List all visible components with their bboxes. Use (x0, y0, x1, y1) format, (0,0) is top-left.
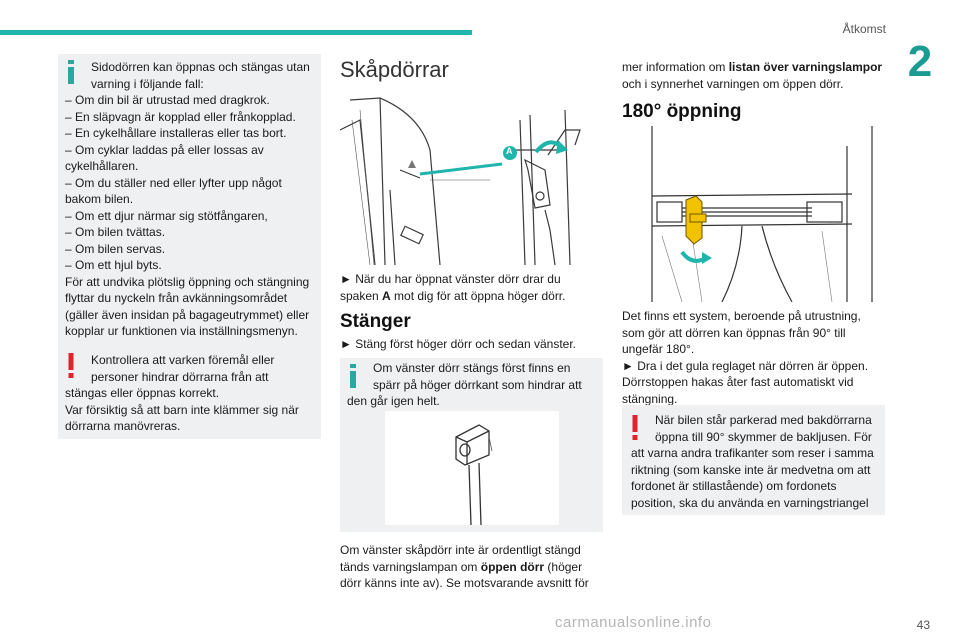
warning-line: position, ska du använda en varningstriangel (631, 495, 869, 510)
step-line: ► När du har öppnat vänster dörr drar du (340, 272, 561, 286)
info-line: För att undvika plötslig öppning och stängning (65, 274, 310, 289)
header-accent-bar (0, 30, 472, 35)
page-title: Skåpdörrar (340, 57, 449, 82)
info-line: (gäller även insidan på bagageutrymmet) eller (65, 307, 310, 322)
info-line: – En cykelhållare installeras eller tas bort. (65, 126, 287, 140)
info-line: spärr på höger dörrkant som hindrar att (373, 377, 582, 392)
warning-line: öppna till 90° skymmer de bakljusen. För (655, 429, 872, 444)
warning-line: Var försiktig så att barn inte klämmer sig när (65, 402, 299, 417)
warning-line: att varna andra trafikanter som reser i samma (631, 446, 874, 460)
door-stop-illustration (622, 126, 885, 302)
door-warning-text (340, 542, 603, 592)
lever-drawing (340, 90, 603, 266)
door-stop-drawing (622, 126, 885, 302)
info-line: – Om cyklar laddas på eller lossas av (65, 142, 264, 157)
section-title: Åtkomst (842, 22, 886, 36)
info-line: kopplar ur funktionen via inställningsmenyn. (65, 324, 298, 338)
warning-line: riktning (som kanske inte är medvetna om att (631, 462, 871, 477)
heading-closing: Stänger (340, 311, 411, 332)
warning-line: När bilen står parkerad med bakdörrarna (655, 413, 872, 427)
body-line (340, 559, 603, 576)
body-line: och i synnerhet varningen om öppen dörr. (622, 76, 844, 91)
step-pull-lever (340, 271, 603, 304)
info-line: bakom bilen. (65, 192, 134, 206)
warning-line: stängas eller öppnas korrekt. (65, 386, 220, 400)
body-text: tänds varningslampan om (340, 559, 481, 574)
step-lever-ref: A (382, 288, 391, 303)
body-line (622, 59, 892, 76)
info-line: – Om ett djur närmar sig stötfångaren, (65, 208, 268, 223)
info-line: – Om bilen tvättas. (65, 225, 166, 239)
callout-label-a: A (506, 146, 513, 156)
warning-text (631, 412, 883, 511)
latch-drawing (385, 411, 559, 525)
warning-box-doors (58, 343, 321, 439)
info-line: flyttar du nyckeln från avkänningsområdet (65, 291, 288, 305)
body-text: (höger (544, 559, 583, 574)
info-line: – En släpvagn är kopplad eller frånkopplad. (65, 109, 296, 124)
body-line: dörr känns inte av). Se motsvarande avsnitt för (340, 576, 589, 590)
step-text: mot dig för att öppna höger dörr. (390, 288, 566, 303)
body-line: Det finns ett system, beroende på utrustning, (622, 309, 861, 323)
warning-line: Kontrollera att varken föremål eller (91, 353, 275, 367)
info-text (65, 59, 317, 340)
info-line: cykelhållaren. (65, 159, 139, 173)
body-line: stängning. (622, 391, 678, 406)
info-box-side-door (58, 54, 321, 348)
warning-line: personer hindrar dörrarna från att (91, 369, 269, 384)
heading-180-opening: 180° öppning (622, 101, 742, 122)
warning-text (65, 352, 317, 435)
info-line: – Om din bil är utrustad med dragkrok. (65, 93, 270, 107)
body-line: ► Dra i det gula reglaget när dörren är öppen. (622, 358, 869, 373)
info-line: Om vänster dörr stängs först finns en (373, 361, 571, 375)
van-door-lever-illustration (340, 90, 603, 266)
watermark: carmanualsonline.info (555, 614, 712, 631)
info-box-latch (340, 358, 603, 532)
body-line: som gör att dörren kan öppnas från 90° till (622, 325, 846, 340)
warning-lamp-ref (622, 59, 892, 92)
warning-line: fordonet är stillastående) om fordonets (631, 479, 837, 493)
body-text: mer information om (622, 60, 729, 74)
info-line: den går igen helt. (347, 394, 440, 408)
step-line (340, 288, 603, 305)
step-close-order: ► Stäng först höger dörr och sedan vänster. (340, 337, 577, 351)
body-line: Om vänster skåpdörr inte är ordentligt stängd (340, 543, 581, 557)
body-line: Dörrstoppen hakas åter fast automatiskt vid (622, 375, 854, 389)
page-number: 43 (916, 618, 930, 632)
latch-illustration (385, 411, 559, 525)
info-line: – Om bilen servas. (65, 241, 166, 256)
info-text (347, 360, 599, 410)
info-line: – Om ett hjul byts. (65, 258, 162, 272)
body-emphasis: listan över varningslampor (728, 60, 883, 74)
warning-line: dörrarna manövreras. (65, 419, 181, 433)
180-opening-text (622, 308, 892, 407)
info-line: Sidodörren kan öppnas och stängas utan (91, 60, 310, 74)
chapter-number: 2 (907, 37, 933, 86)
body-emphasis: öppen dörr (480, 559, 545, 574)
info-line: – Om du ställer ned eller lyfter upp något (65, 175, 282, 190)
step-text: spaken (340, 288, 383, 303)
info-line: varning i följande fall: (91, 76, 204, 91)
warning-box-parked (622, 405, 885, 515)
body-line: ungefär 180°. (622, 342, 695, 356)
